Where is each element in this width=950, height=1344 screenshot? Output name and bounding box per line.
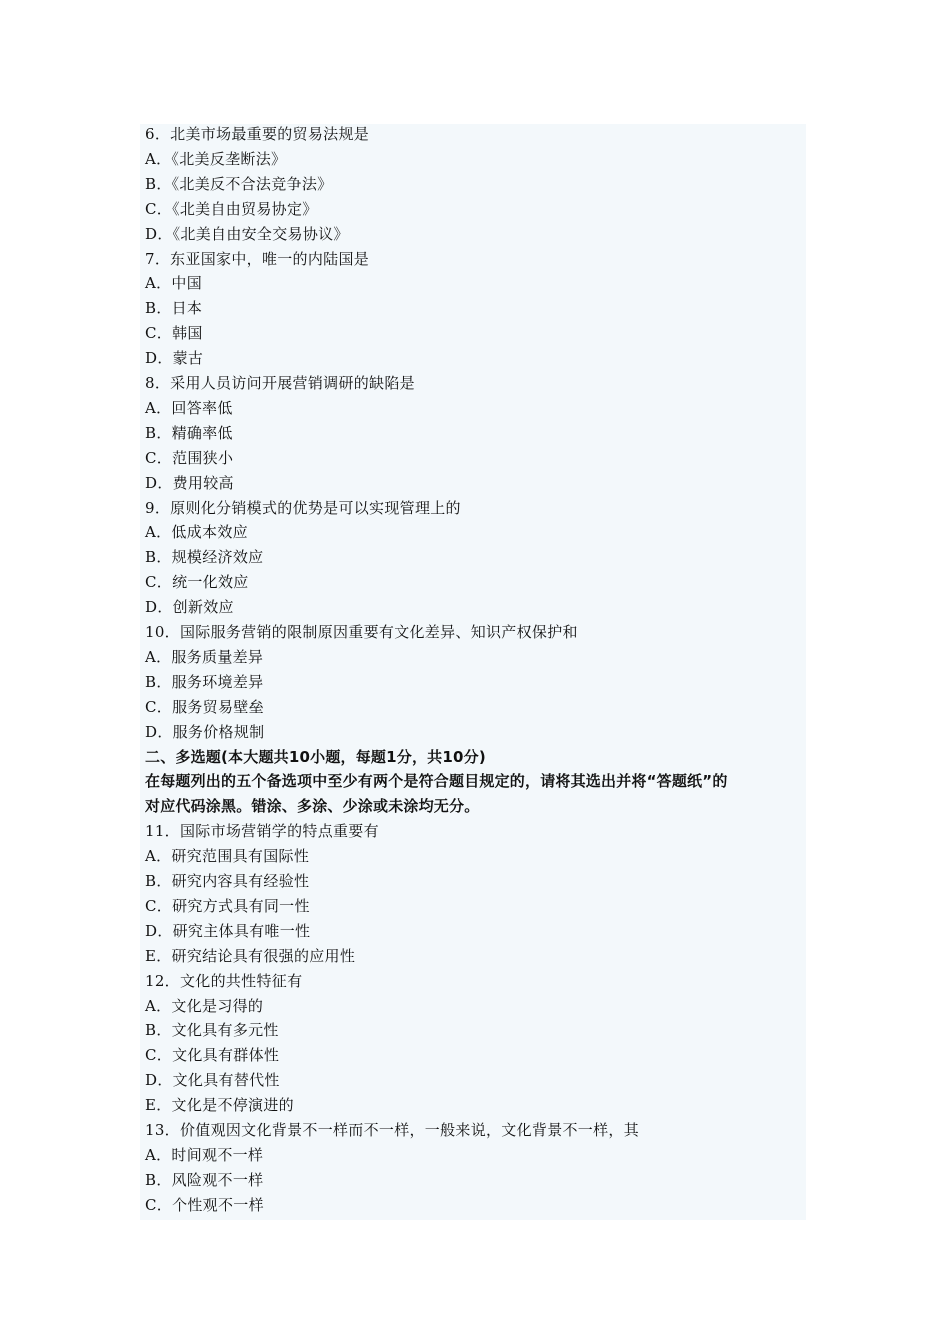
answer-option: A．中国 <box>145 274 203 293</box>
answer-option: C．研究方式具有同一性 <box>145 896 310 915</box>
answer-option: D．文化具有替代性 <box>145 1071 280 1090</box>
answer-option: C．《北美自由贸易协定》 <box>145 199 318 218</box>
answer-option: C．范围狭小 <box>145 448 234 467</box>
answer-option: C．韩国 <box>145 324 203 343</box>
answer-option: B．研究内容具有经验性 <box>145 872 310 890</box>
answer-option: D．《北美自由安全交易协议》 <box>145 224 349 243</box>
answer-option: D．研究主体具有唯一性 <box>145 921 311 940</box>
answer-option: B．服务环境差异 <box>145 672 264 691</box>
answer-option: A．文化是习得的 <box>145 996 264 1015</box>
answer-option: E．文化是不停演进的 <box>145 1096 294 1115</box>
answer-option: D．服务价格规制 <box>145 722 265 741</box>
section-heading-line: 二、多选题(本大题共10小题，每题1分，共10分) <box>145 747 486 766</box>
answer-option: D．蒙古 <box>145 349 204 368</box>
answer-option: B．文化具有多元性 <box>145 1021 279 1040</box>
answer-option: E．研究结论具有很强的应用性 <box>145 946 356 965</box>
answer-option: C．个性观不一样 <box>145 1195 264 1214</box>
question-stem: 8．采用人员访问开展营销调研的缺陷是 <box>145 374 415 392</box>
section-heading-line: 在每题列出的五个备选项中至少有两个是符合题目规定的，请将其选出并将“答题纸”的 <box>145 772 728 791</box>
answer-option: A．回答率低 <box>145 398 233 417</box>
answer-option: B．精确率低 <box>145 423 233 442</box>
question-stem: 6．北美市场最重要的贸易法规是 <box>145 125 370 143</box>
answer-option: C．统一化效应 <box>145 573 249 592</box>
answer-option: A．低成本效应 <box>145 523 248 542</box>
question-stem: 10．国际服务营销的限制原因重要有文化差异、知识产权保护和 <box>145 623 578 641</box>
answer-option: A．时间观不一样 <box>145 1145 264 1164</box>
answer-option: B．《北美反不合法竞争法》 <box>145 174 333 193</box>
answer-option: B．风险观不一样 <box>145 1170 264 1189</box>
answer-option: C．文化具有群体性 <box>145 1046 280 1065</box>
exam-text-block <box>140 124 806 1220</box>
answer-option: C．服务贸易壁垒 <box>145 697 264 716</box>
question-stem: 13．价值观因文化背景不一样而不一样，一般来说，文化背景不一样，其 <box>145 1121 639 1139</box>
question-stem: 11．国际市场营销学的特点重要有 <box>145 822 379 841</box>
section-heading-line: 对应代码涂黑。错涂、多涂、少涂或未涂均无分。 <box>145 797 480 816</box>
answer-option: B．日本 <box>145 299 203 318</box>
question-stem: 7．东亚国家中，唯一的内陆国是 <box>145 249 370 268</box>
answer-option: B．规模经济效应 <box>145 548 264 567</box>
question-stem: 9．原则化分销模式的优势是可以实现管理上的 <box>145 498 461 517</box>
question-stem: 12．文化的共性特征有 <box>145 971 303 990</box>
answer-option: A．研究范围具有国际性 <box>145 847 310 866</box>
answer-option: A．服务质量差异 <box>145 647 264 666</box>
answer-option: D．费用较高 <box>145 473 234 492</box>
answer-option: A．《北美反垄断法》 <box>145 149 287 168</box>
answer-option: D．创新效应 <box>145 598 234 617</box>
